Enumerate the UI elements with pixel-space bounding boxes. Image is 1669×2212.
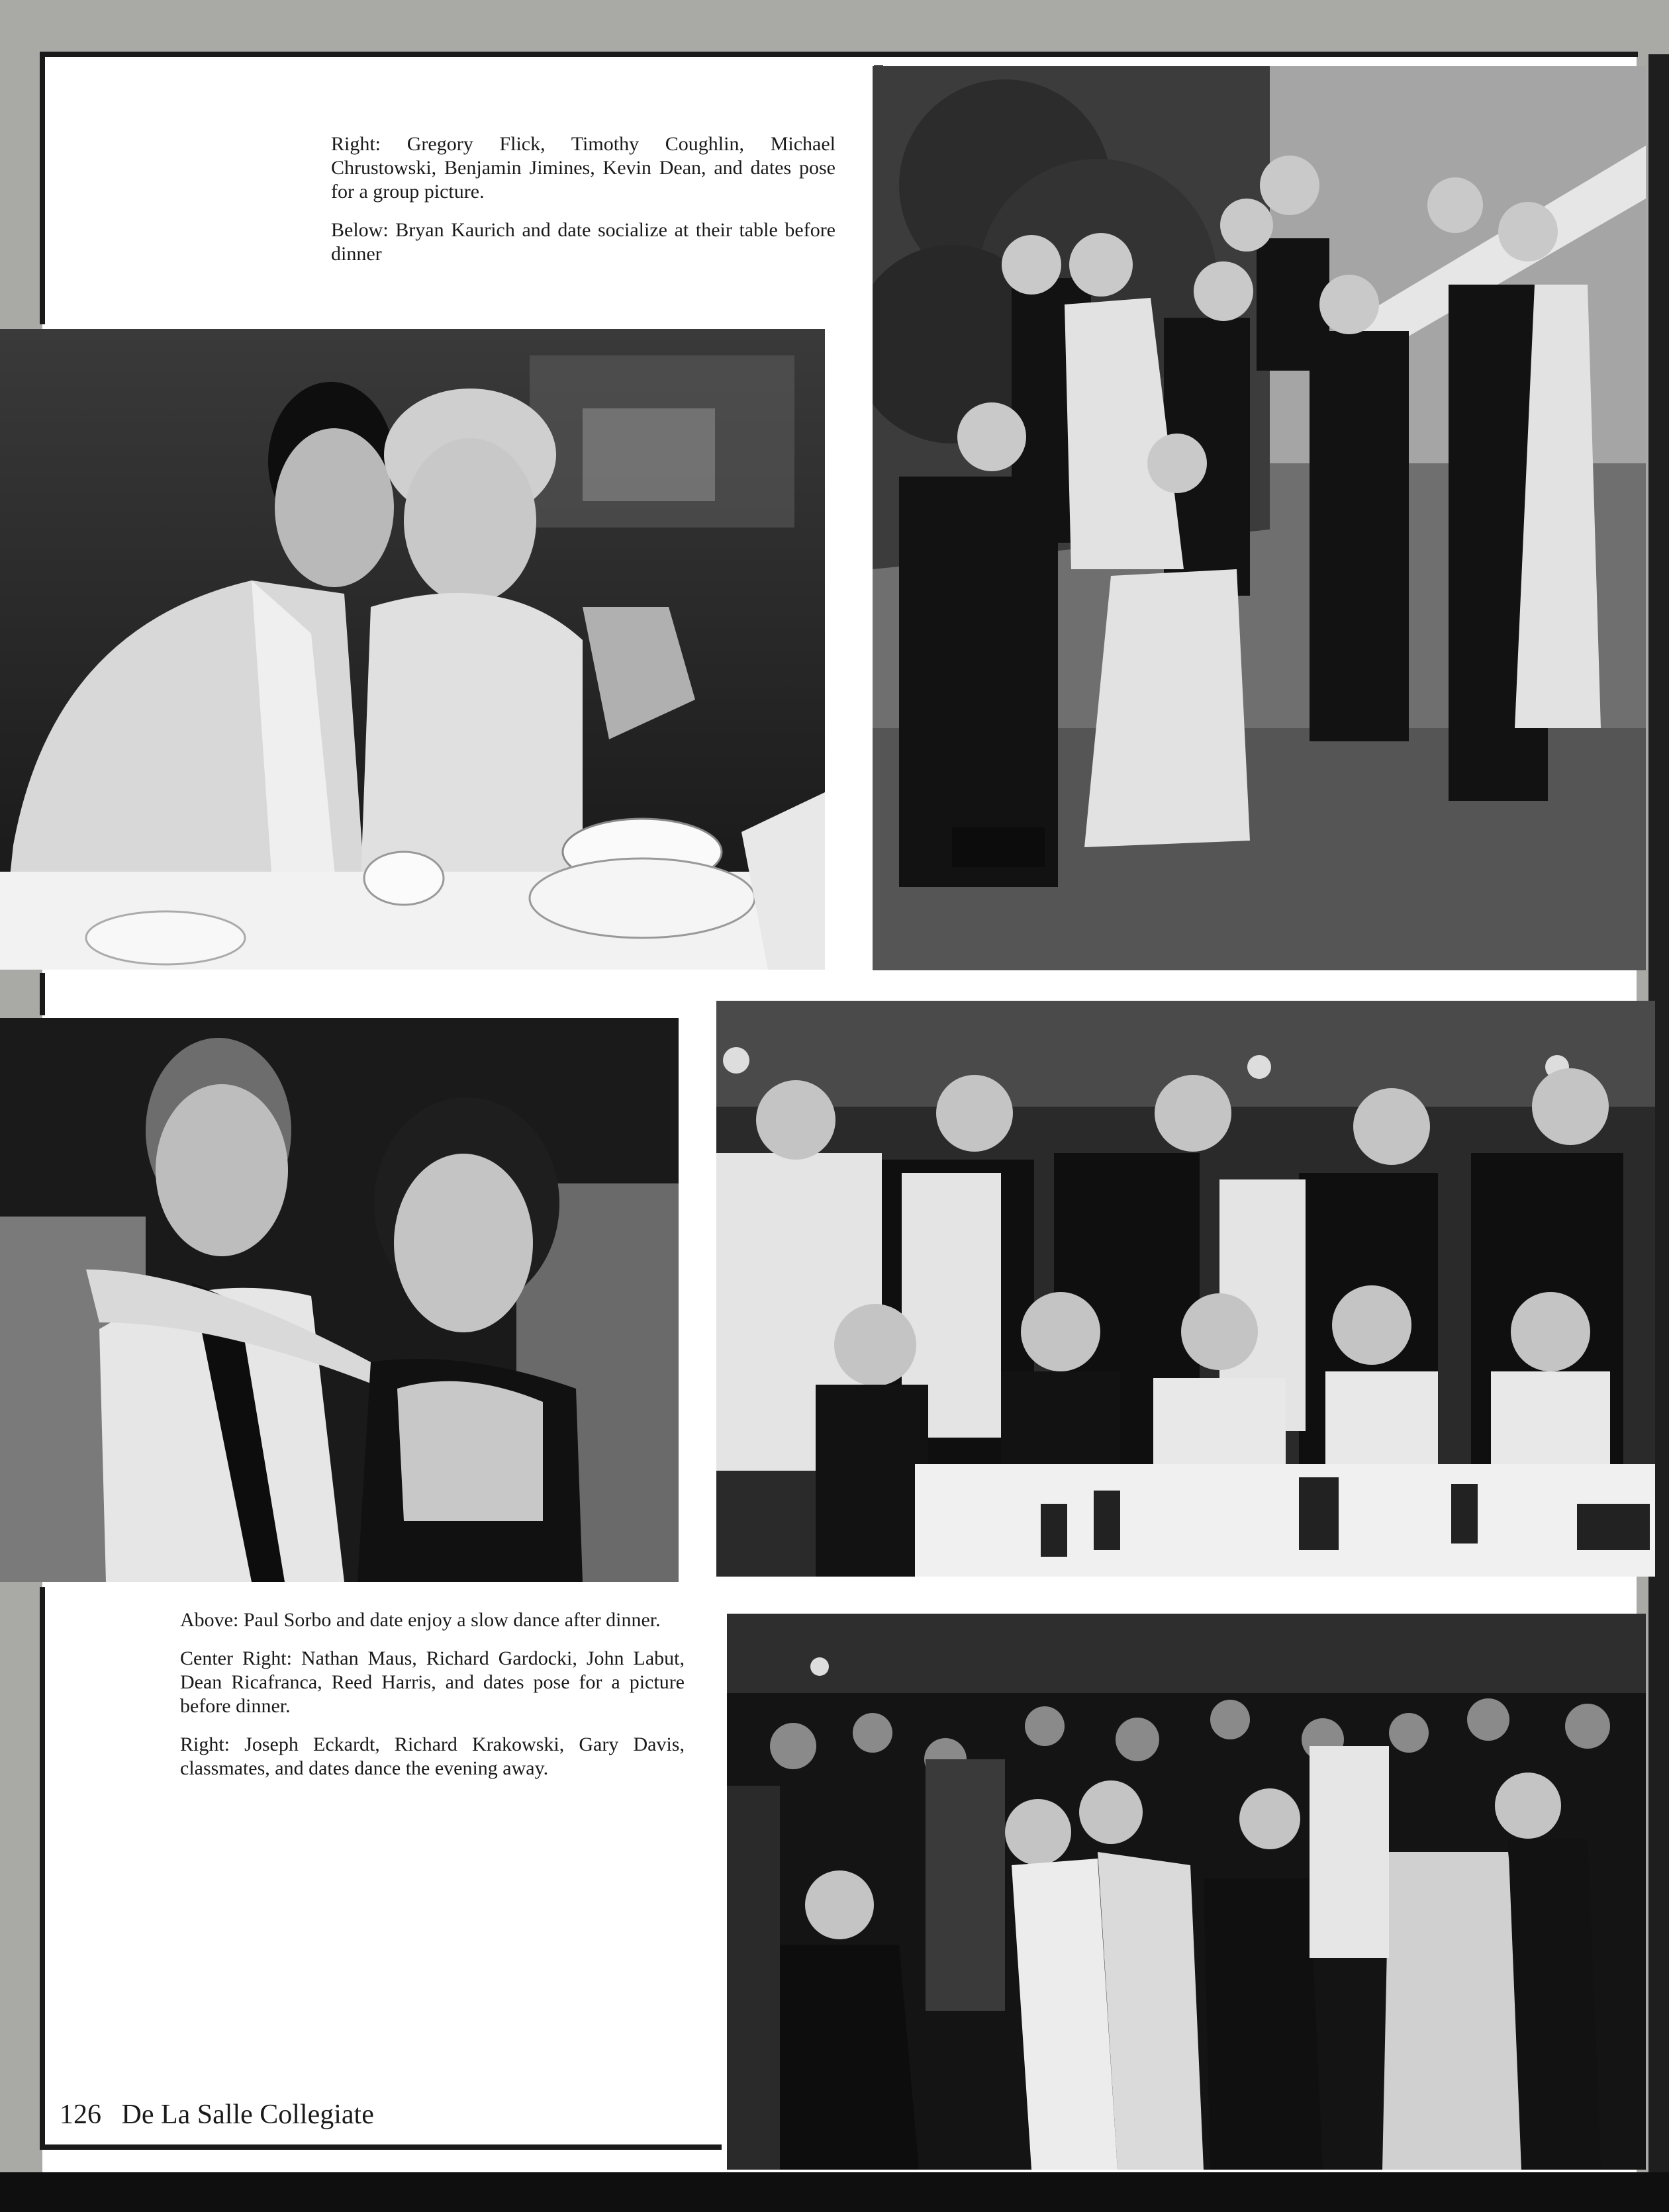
photo-group-at-table	[716, 1001, 1655, 1577]
caption-group-before-dinner: Center Right: Nathan Maus, Richard Gardocki, John Labut, Dean Ricafranca, Reed Harris, and dates pose for a picture before dinner.	[180, 1647, 685, 1717]
frame-rule-left	[40, 52, 45, 324]
caption-group-picture: Right: Gregory Flick, Timothy Coughlin, Michael Chrustowski, Benjamin Jimines, Kevin Dean, and dates pose for a group picture.	[331, 133, 835, 203]
school-name: De La Salle Collegiate	[121, 2099, 374, 2130]
page-number: 126	[60, 2099, 101, 2130]
photo-slow-dance	[0, 1018, 679, 1582]
frame-rule-bottom	[40, 2144, 722, 2150]
frame-rule-left	[40, 1587, 45, 2150]
caption-dinner-table: Below: Bryan Kaurich and date socialize at their table before dinner	[331, 219, 835, 265]
caption-block-top	[331, 132, 835, 281]
bottom-scan-strip	[0, 2172, 1669, 2212]
caption-dance-floor: Right: Joseph Eckardt, Richard Krakowski, Gary Davis, classmates, and dates dance the evening away.	[180, 1733, 685, 1779]
frame-rule-left	[40, 973, 45, 1015]
photo-group-staircase	[873, 66, 1646, 970]
photo-dance-floor	[727, 1614, 1646, 2170]
caption-slow-dance: Above: Paul Sorbo and date enjoy a slow dance after dinner.	[180, 1609, 661, 1631]
frame-rule-top	[42, 52, 1638, 57]
photo-couple-at-table	[0, 329, 825, 970]
page-footer	[60, 2098, 374, 2131]
caption-block-bottom	[180, 1608, 685, 1795]
